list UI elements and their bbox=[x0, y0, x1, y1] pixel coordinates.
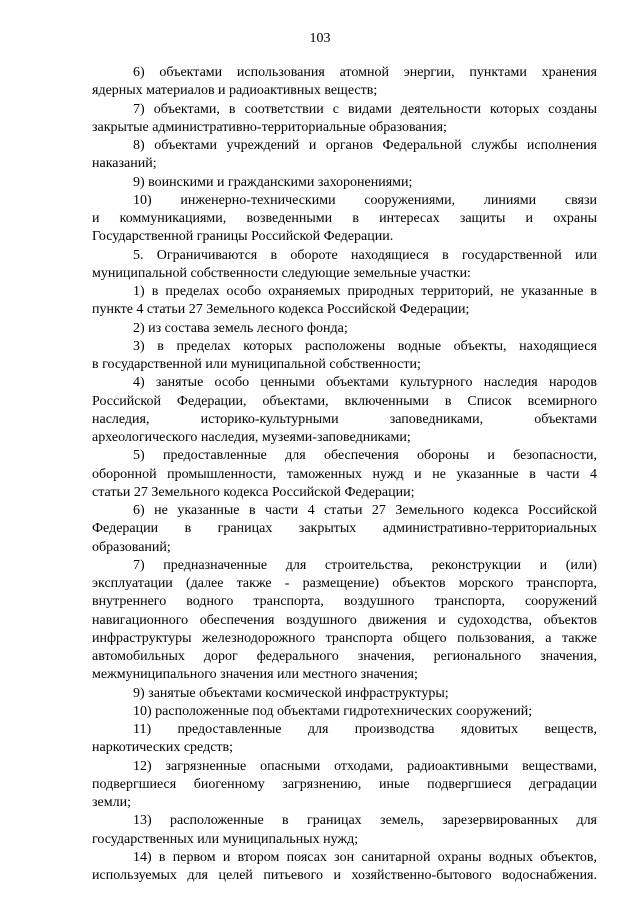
text-line: закрытые административно-территориальные образования; bbox=[92, 119, 447, 135]
text-line: автомобильных дорог федерального значения, регионального значения, bbox=[92, 649, 597, 664]
text-line: в государственной или муниципальной собственности; bbox=[92, 357, 421, 372]
text-line: 11) предоставленные для производства ядовитых веществ, bbox=[133, 722, 597, 737]
text-line: государственных или муниципальных нужд; bbox=[92, 831, 359, 847]
text-line: образований; bbox=[92, 539, 171, 555]
text-line: наследия, историко-культурными заповедниками, объектами bbox=[92, 411, 597, 427]
text-line: инфраструктуры железнодорожного транспорта общего пользования, а также bbox=[92, 630, 597, 646]
page-number: 103 bbox=[309, 31, 331, 46]
text-line: земли; bbox=[92, 795, 131, 810]
text-line: 8) объектами учреждений и органов Федеральной службы исполнения bbox=[133, 138, 597, 153]
text-line: ядерных материалов и радиоактивных веществ; bbox=[92, 83, 378, 99]
text-line: 10) инженерно-техническими сооружениями, линиями связи bbox=[133, 192, 597, 208]
document-body bbox=[92, 64, 597, 885]
text-line: 9) воинскими и гражданскими захоронениями; bbox=[133, 174, 413, 190]
text-line: внутреннего водного транспорта, воздушного транспорта, сооружений bbox=[92, 594, 597, 610]
text-line: 4) занятые особо ценными объектами культурного наследия народов bbox=[133, 375, 597, 391]
text-line: 3) в пределах которых расположены водные объекты, находящиеся bbox=[133, 338, 597, 354]
text-line: статьи 27 Земельного кодекса Российской Федерации; bbox=[92, 484, 415, 500]
text-line: Государственной границы Российской Федерации. bbox=[92, 229, 394, 245]
text-line: 6) объектами использования атомной энергии, пунктами хранения bbox=[133, 65, 597, 80]
text-line: 9) занятые объектами космической инфраструктуры; bbox=[133, 685, 449, 701]
text-line: межмуниципального значения или местного значения; bbox=[92, 667, 418, 683]
text-line: наказаний; bbox=[92, 156, 157, 172]
text-line: 2) из состава земель лесного фонда; bbox=[133, 320, 348, 336]
text-line: 14) в первом и втором поясах зон санитарной охраны водных объектов, bbox=[133, 849, 597, 865]
text-line: 12) загрязненные опасными отходами, радиоактивными веществами, bbox=[133, 758, 597, 774]
text-line: используемых для целей питьевого и хозяйственно-бытового водоснабжения. bbox=[92, 868, 597, 883]
text-line: 1) в пределах особо охраняемых природных территорий, не указанные в bbox=[133, 284, 597, 299]
text-line: эксплуатации (далее также - размещение) объектов морского транспорта, bbox=[92, 576, 597, 591]
text-line: Российской Федерации, объектами, включенными в Список всемирного bbox=[92, 393, 597, 409]
text-line: навигационного обеспечения воздушного движения и судоходства, объектов bbox=[92, 612, 597, 628]
text-line: подвергшиеся биогенному загрязнению, иные подвергшиеся деградации bbox=[92, 776, 597, 792]
text-line: археологического наследия, музеями-заповедниками; bbox=[92, 430, 411, 445]
text-line: муниципальной собственности следующие земельные участки: bbox=[92, 265, 471, 281]
text-line: наркотических средств; bbox=[92, 740, 234, 756]
text-line: 7) предназначенные для строительства, реконструкции и (или) bbox=[133, 557, 597, 573]
text-line: 6) не указанные в части 4 статьи 27 Земельного кодекса Российской bbox=[133, 503, 597, 518]
text-line: 10) расположенные под объектами гидротехнических сооружений; bbox=[133, 703, 533, 719]
text-line: оборонной промышленности, таможенных нужд и не указанные в части 4 bbox=[92, 466, 597, 482]
text-line: пункте 4 статьи 27 Земельного кодекса Российской Федерации; bbox=[92, 302, 470, 318]
text-line: Федерации в границах закрытых административно-территориальных bbox=[92, 521, 597, 537]
text-line: 5) предоставленные для обеспечения обороны и безопасности, bbox=[133, 448, 597, 464]
text-line: и коммуникациями, возведенными в интересах защиты и охраны bbox=[92, 211, 597, 226]
text-line: 5. Ограничиваются в обороте находящиеся в государственной или bbox=[133, 247, 597, 263]
text-line: 13) расположенные в границах земель, зарезервированных для bbox=[133, 813, 597, 829]
text-line: 7) объектами, в соответствии с видами деятельности которых созданы bbox=[133, 101, 597, 117]
